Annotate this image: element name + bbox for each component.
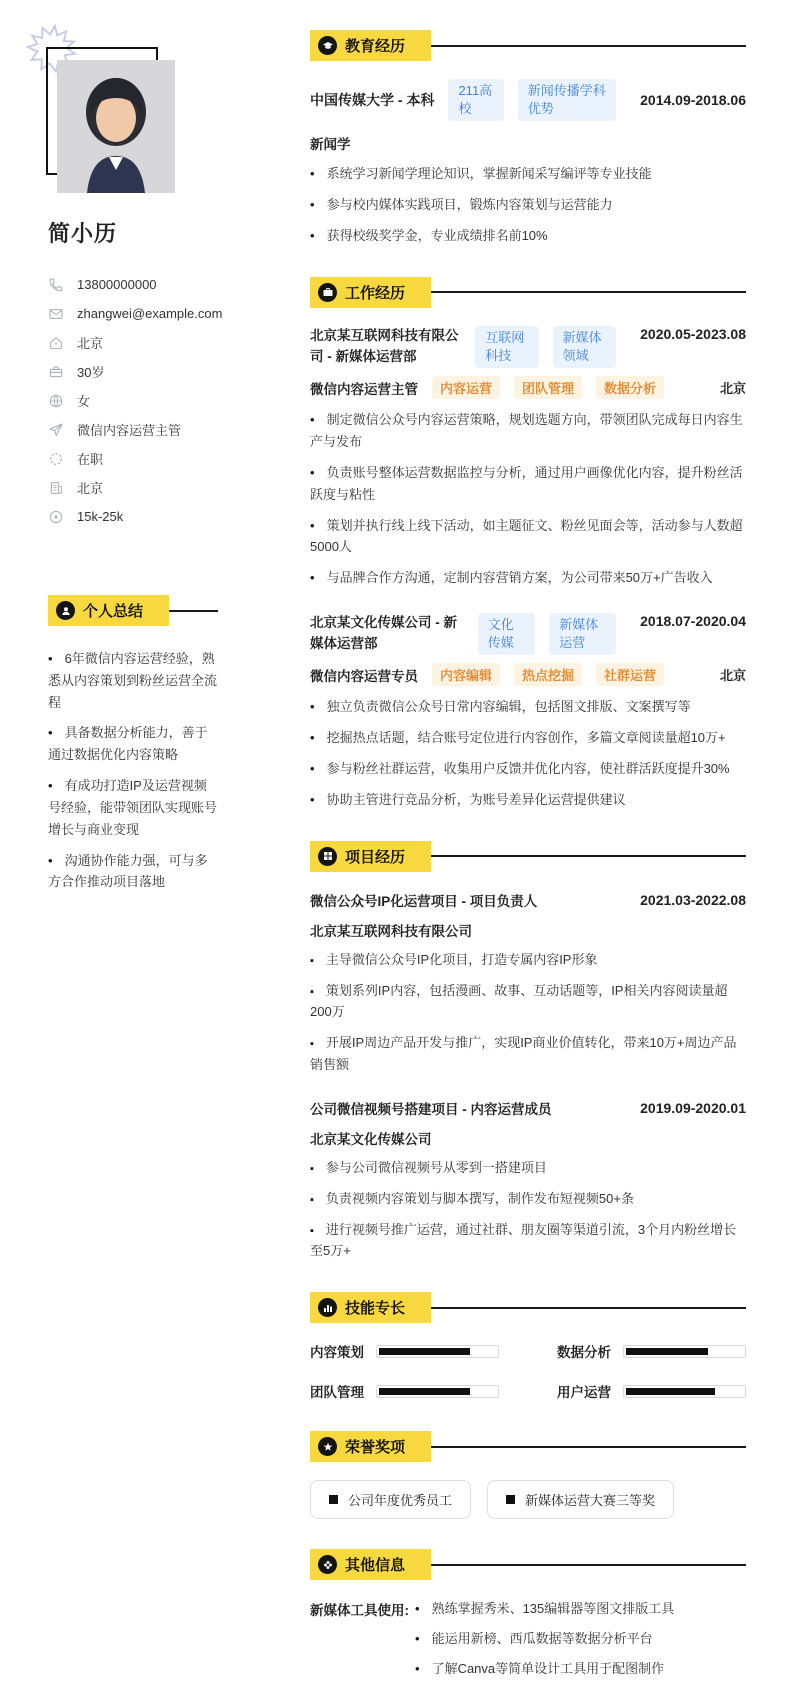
project-bullet: ▪ 策划系列IP内容，包括漫画、故事、互动话题等，IP相关内容阅读量超200万 bbox=[310, 980, 746, 1024]
skill-item bbox=[557, 1381, 746, 1401]
section-title: 技能专长 bbox=[345, 1300, 406, 1318]
projects-badge bbox=[310, 841, 431, 872]
contact-status bbox=[48, 444, 218, 473]
building-icon bbox=[48, 480, 64, 496]
honor-pills bbox=[310, 1480, 746, 1519]
project-bullet: ▪ 开展IP周边产品开发与推广，实现IP商业价值转化，带来10万+周边产品销售额 bbox=[310, 1032, 746, 1076]
section-divider bbox=[431, 1446, 746, 1448]
project-bullet: ▪ 负责视频内容策划与脚本撰写，制作发布短视频50+条 bbox=[310, 1188, 746, 1210]
position-title: 微信内容运营主管 bbox=[310, 381, 418, 397]
contact-value: 北京 bbox=[77, 481, 104, 496]
project-bullet: ▪ 进行视频号推广运营，通过社群、朋友圈等渠道引流，3个月内粉丝增长至5万+ bbox=[310, 1219, 746, 1263]
company-name: 北京某文化传媒公司 - 新媒体运营部 bbox=[310, 615, 457, 651]
profile-photo-block bbox=[57, 60, 175, 193]
job-entry bbox=[310, 613, 746, 811]
skill-bar-track bbox=[623, 1345, 746, 1358]
summary-bullet: • 沟通协作能力强，可与多方合作推动项目落地 bbox=[48, 850, 218, 894]
other-bullet: • 能运用新榜、西瓜数据等数据分析平台 bbox=[415, 1628, 674, 1650]
other-bullet: • 熟练掌握秀米、135编辑器等图文排版工具 bbox=[415, 1598, 674, 1620]
skill-item bbox=[310, 1341, 499, 1361]
work-badge bbox=[310, 277, 431, 308]
profile-photo bbox=[57, 60, 175, 193]
company-tags bbox=[478, 613, 630, 655]
job-bullet: • 独立负责微信公众号日常内容编辑，包括图文排版、文案撰写等 bbox=[310, 696, 746, 718]
contact-city bbox=[48, 473, 218, 502]
school-tag: 211高校 bbox=[448, 79, 503, 121]
skill-bar-track bbox=[623, 1385, 746, 1398]
briefcase-icon bbox=[318, 283, 337, 302]
other-bullet: • 了解Canva等简单设计工具用于配图制作 bbox=[415, 1658, 674, 1680]
skill-bar-fill bbox=[379, 1348, 470, 1355]
honor-badge: 公司年度优秀员工 bbox=[310, 1480, 471, 1519]
section-divider bbox=[431, 1564, 746, 1566]
education-bullet: • 参与校内媒体实践项目，锻炼内容策划与运营能力 bbox=[310, 194, 746, 216]
project-entry-header bbox=[310, 1098, 746, 1118]
school-name: 中国传媒大学 - 本科 bbox=[310, 92, 435, 109]
other-bullets bbox=[415, 1598, 674, 1687]
summary-bullets bbox=[48, 648, 218, 893]
honors-header bbox=[310, 1431, 746, 1462]
job-date: 2020.05-2023.08 bbox=[640, 325, 746, 342]
graduation-cap-icon bbox=[318, 36, 337, 55]
summary-badge bbox=[48, 595, 169, 626]
job-bullet: • 协助主管进行竞品分析，为账号差异化运营提供建议 bbox=[310, 789, 746, 811]
bar-chart-icon bbox=[318, 1298, 337, 1317]
project-entry bbox=[310, 1098, 746, 1262]
job-location: 北京 bbox=[719, 381, 746, 397]
work-section bbox=[310, 277, 746, 811]
mail-icon bbox=[48, 306, 64, 322]
phone-icon bbox=[48, 277, 64, 293]
summary-header bbox=[48, 595, 218, 626]
job-bullet: • 参与粉丝社群运营，收集用户反馈并优化内容，使社群活跃度提升30% bbox=[310, 758, 746, 780]
job-bullet: • 制定微信公众号内容运营策略，规划选题方向，带领团队完成每日内容生产与发布 bbox=[310, 409, 746, 453]
project-date: 2019.09-2020.01 bbox=[640, 1099, 746, 1116]
contact-value: 15k-25k bbox=[77, 509, 124, 524]
contact-value: 30岁 bbox=[77, 365, 105, 380]
contact-age bbox=[48, 357, 218, 386]
contact-gender bbox=[48, 386, 218, 415]
skill-label: 数据分析 bbox=[557, 1345, 611, 1361]
contact-position bbox=[48, 415, 218, 444]
company-tag: 新媒体运营 bbox=[549, 613, 616, 655]
section-divider bbox=[431, 45, 746, 47]
skill-tag: 社群运营 bbox=[596, 663, 664, 686]
major: 新闻学 bbox=[310, 137, 351, 153]
skill-tag: 内容运营 bbox=[432, 376, 500, 399]
education-header bbox=[310, 30, 746, 61]
contact-list bbox=[48, 270, 223, 531]
puzzle-icon bbox=[318, 1555, 337, 1574]
skill-bar-track bbox=[376, 1345, 499, 1358]
skills-badge bbox=[310, 1292, 431, 1323]
home-icon bbox=[48, 335, 64, 351]
other-badge bbox=[310, 1549, 431, 1580]
skill-item bbox=[310, 1381, 499, 1401]
skill-tag: 团队管理 bbox=[514, 376, 582, 399]
skill-tag: 内容编辑 bbox=[432, 663, 500, 686]
section-title: 教育经历 bbox=[345, 38, 406, 55]
status-icon bbox=[48, 451, 64, 467]
honors-badge bbox=[310, 1431, 431, 1462]
medal-icon bbox=[318, 1437, 337, 1456]
education-bullet: • 获得校级奖学金，专业成绩排名前10% bbox=[310, 225, 746, 247]
skill-label: 团队管理 bbox=[310, 1385, 364, 1401]
honors-section bbox=[310, 1431, 746, 1519]
position-row bbox=[310, 663, 746, 686]
summary-section bbox=[48, 595, 218, 893]
section-title: 工作经历 bbox=[345, 284, 406, 302]
project-bullet: ▪ 主导微信公众号IP化项目，打造专属内容IP形象 bbox=[310, 949, 746, 971]
other-tools-row bbox=[310, 1598, 746, 1687]
education-date: 2014.09-2018.06 bbox=[640, 92, 746, 109]
job-bullet: • 策划并执行线上线下活动，如主题征文、粉丝见面会等，活动参与人数超5000人 bbox=[310, 515, 746, 559]
contact-value: zhangwei@example.com bbox=[77, 306, 223, 321]
project-entry-header bbox=[310, 890, 746, 910]
summary-bullet: • 具备数据分析能力，善于通过数据优化内容策略 bbox=[48, 722, 218, 766]
skill-tag: 数据分析 bbox=[596, 376, 664, 399]
company-tag: 文化传媒 bbox=[478, 613, 536, 655]
contact-salary bbox=[48, 502, 218, 531]
section-title: 荣誉奖项 bbox=[345, 1439, 406, 1457]
project-name: 公司微信视频号搭建项目 - 内容运营成员 bbox=[310, 1101, 552, 1117]
contact-email bbox=[48, 299, 223, 328]
contact-location bbox=[48, 328, 218, 357]
project-company: 北京某文化传媒公司 bbox=[310, 1131, 432, 1147]
main-column bbox=[310, 24, 746, 1688]
project-name: 微信公众号IP化运营项目 - 项目负责人 bbox=[310, 893, 538, 909]
contact-value: 微信内容运营主管 bbox=[77, 423, 182, 438]
company-tag: 新媒体领域 bbox=[553, 326, 616, 368]
education-badge bbox=[310, 30, 431, 61]
project-entry bbox=[310, 890, 746, 1076]
project-bullet: ▪ 参与公司微信视频号从零到一搭建项目 bbox=[310, 1157, 746, 1179]
school-tag: 新闻传播学科优势 bbox=[518, 79, 616, 121]
other-label: 新媒体工具使用: bbox=[310, 1603, 409, 1619]
education-bullets bbox=[310, 163, 746, 246]
job-entry-header bbox=[310, 326, 746, 368]
skill-bar-fill bbox=[379, 1388, 470, 1395]
job-bullets bbox=[310, 696, 746, 810]
candidate-name: 简小历 bbox=[48, 221, 118, 246]
project-date: 2021.03-2022.08 bbox=[640, 891, 746, 908]
projects-section bbox=[310, 841, 746, 1262]
contact-phone bbox=[48, 270, 218, 299]
section-title: 其他信息 bbox=[345, 1557, 406, 1575]
contact-value: 女 bbox=[77, 394, 91, 409]
job-date: 2018.07-2020.04 bbox=[640, 613, 746, 630]
sidebar bbox=[48, 24, 223, 1688]
skills-grid bbox=[310, 1341, 746, 1401]
job-bullet: • 与品牌合作方沟通，定制内容营销方案，为公司带来50万+广告收入 bbox=[310, 567, 746, 589]
projects-header bbox=[310, 841, 746, 872]
contact-value: 13800000000 bbox=[77, 277, 157, 292]
company-name: 北京某互联网科技有限公司 - 新媒体运营部 bbox=[310, 327, 459, 364]
job-entry-header bbox=[310, 613, 746, 655]
section-title: 个人总结 bbox=[83, 603, 144, 620]
skills-section bbox=[310, 1292, 746, 1401]
job-bullet: • 负责账号整体运营数据监控与分析，通过用户画像优化内容，提升粉丝活跃度与粘性 bbox=[310, 462, 746, 506]
user-icon bbox=[56, 601, 75, 620]
briefcase-icon bbox=[48, 364, 64, 380]
project-company: 北京某互联网科技有限公司 bbox=[310, 923, 472, 939]
section-divider bbox=[431, 855, 746, 857]
target-icon bbox=[48, 509, 64, 525]
company-tags bbox=[475, 326, 630, 368]
skill-bar-fill bbox=[626, 1348, 708, 1355]
project-bullets bbox=[310, 1157, 746, 1262]
contact-value: 在职 bbox=[77, 452, 104, 467]
paper-plane-icon bbox=[48, 422, 64, 438]
skill-label: 内容策划 bbox=[310, 1345, 364, 1361]
company-tag: 互联网科技 bbox=[475, 326, 538, 368]
summary-bullet: • 6年微信内容运营经验，熟悉从内容策划到粉丝运营全流程 bbox=[48, 648, 218, 713]
education-bullet: • 系统学习新闻学理论知识，掌握新闻采写编评等专业技能 bbox=[310, 163, 746, 185]
skill-bar-fill bbox=[626, 1388, 715, 1395]
job-bullets bbox=[310, 409, 746, 589]
section-title: 项目经历 bbox=[345, 848, 406, 866]
section-divider bbox=[431, 1307, 746, 1309]
globe-icon bbox=[48, 393, 64, 409]
skill-tag: 热点挖掘 bbox=[514, 663, 582, 686]
summary-bullet: • 有成功打造IP及运营视频号经验，能带领团队实现账号增长与商业变现 bbox=[48, 775, 218, 840]
grid-icon bbox=[318, 847, 337, 866]
skill-bar-track bbox=[376, 1385, 499, 1398]
position-row bbox=[310, 376, 746, 399]
contact-value: 北京 bbox=[77, 336, 104, 351]
skills-header bbox=[310, 1292, 746, 1323]
position-title: 微信内容运营专员 bbox=[310, 668, 418, 684]
job-bullet: • 挖掘热点话题，结合账号定位进行内容创作，多篇文章阅读量超10万+ bbox=[310, 727, 746, 749]
education-entry-header bbox=[310, 79, 746, 121]
section-divider bbox=[169, 610, 218, 612]
other-section bbox=[310, 1549, 746, 1687]
education-section bbox=[310, 30, 746, 247]
other-header bbox=[310, 1549, 746, 1580]
project-bullets bbox=[310, 949, 746, 1076]
section-divider bbox=[431, 291, 746, 293]
skill-item bbox=[557, 1341, 746, 1361]
job-entry bbox=[310, 326, 746, 589]
job-location: 北京 bbox=[719, 668, 746, 684]
skill-label: 用户运营 bbox=[557, 1385, 611, 1401]
honor-badge: 新媒体运营大赛三等奖 bbox=[487, 1480, 674, 1519]
work-header bbox=[310, 277, 746, 308]
